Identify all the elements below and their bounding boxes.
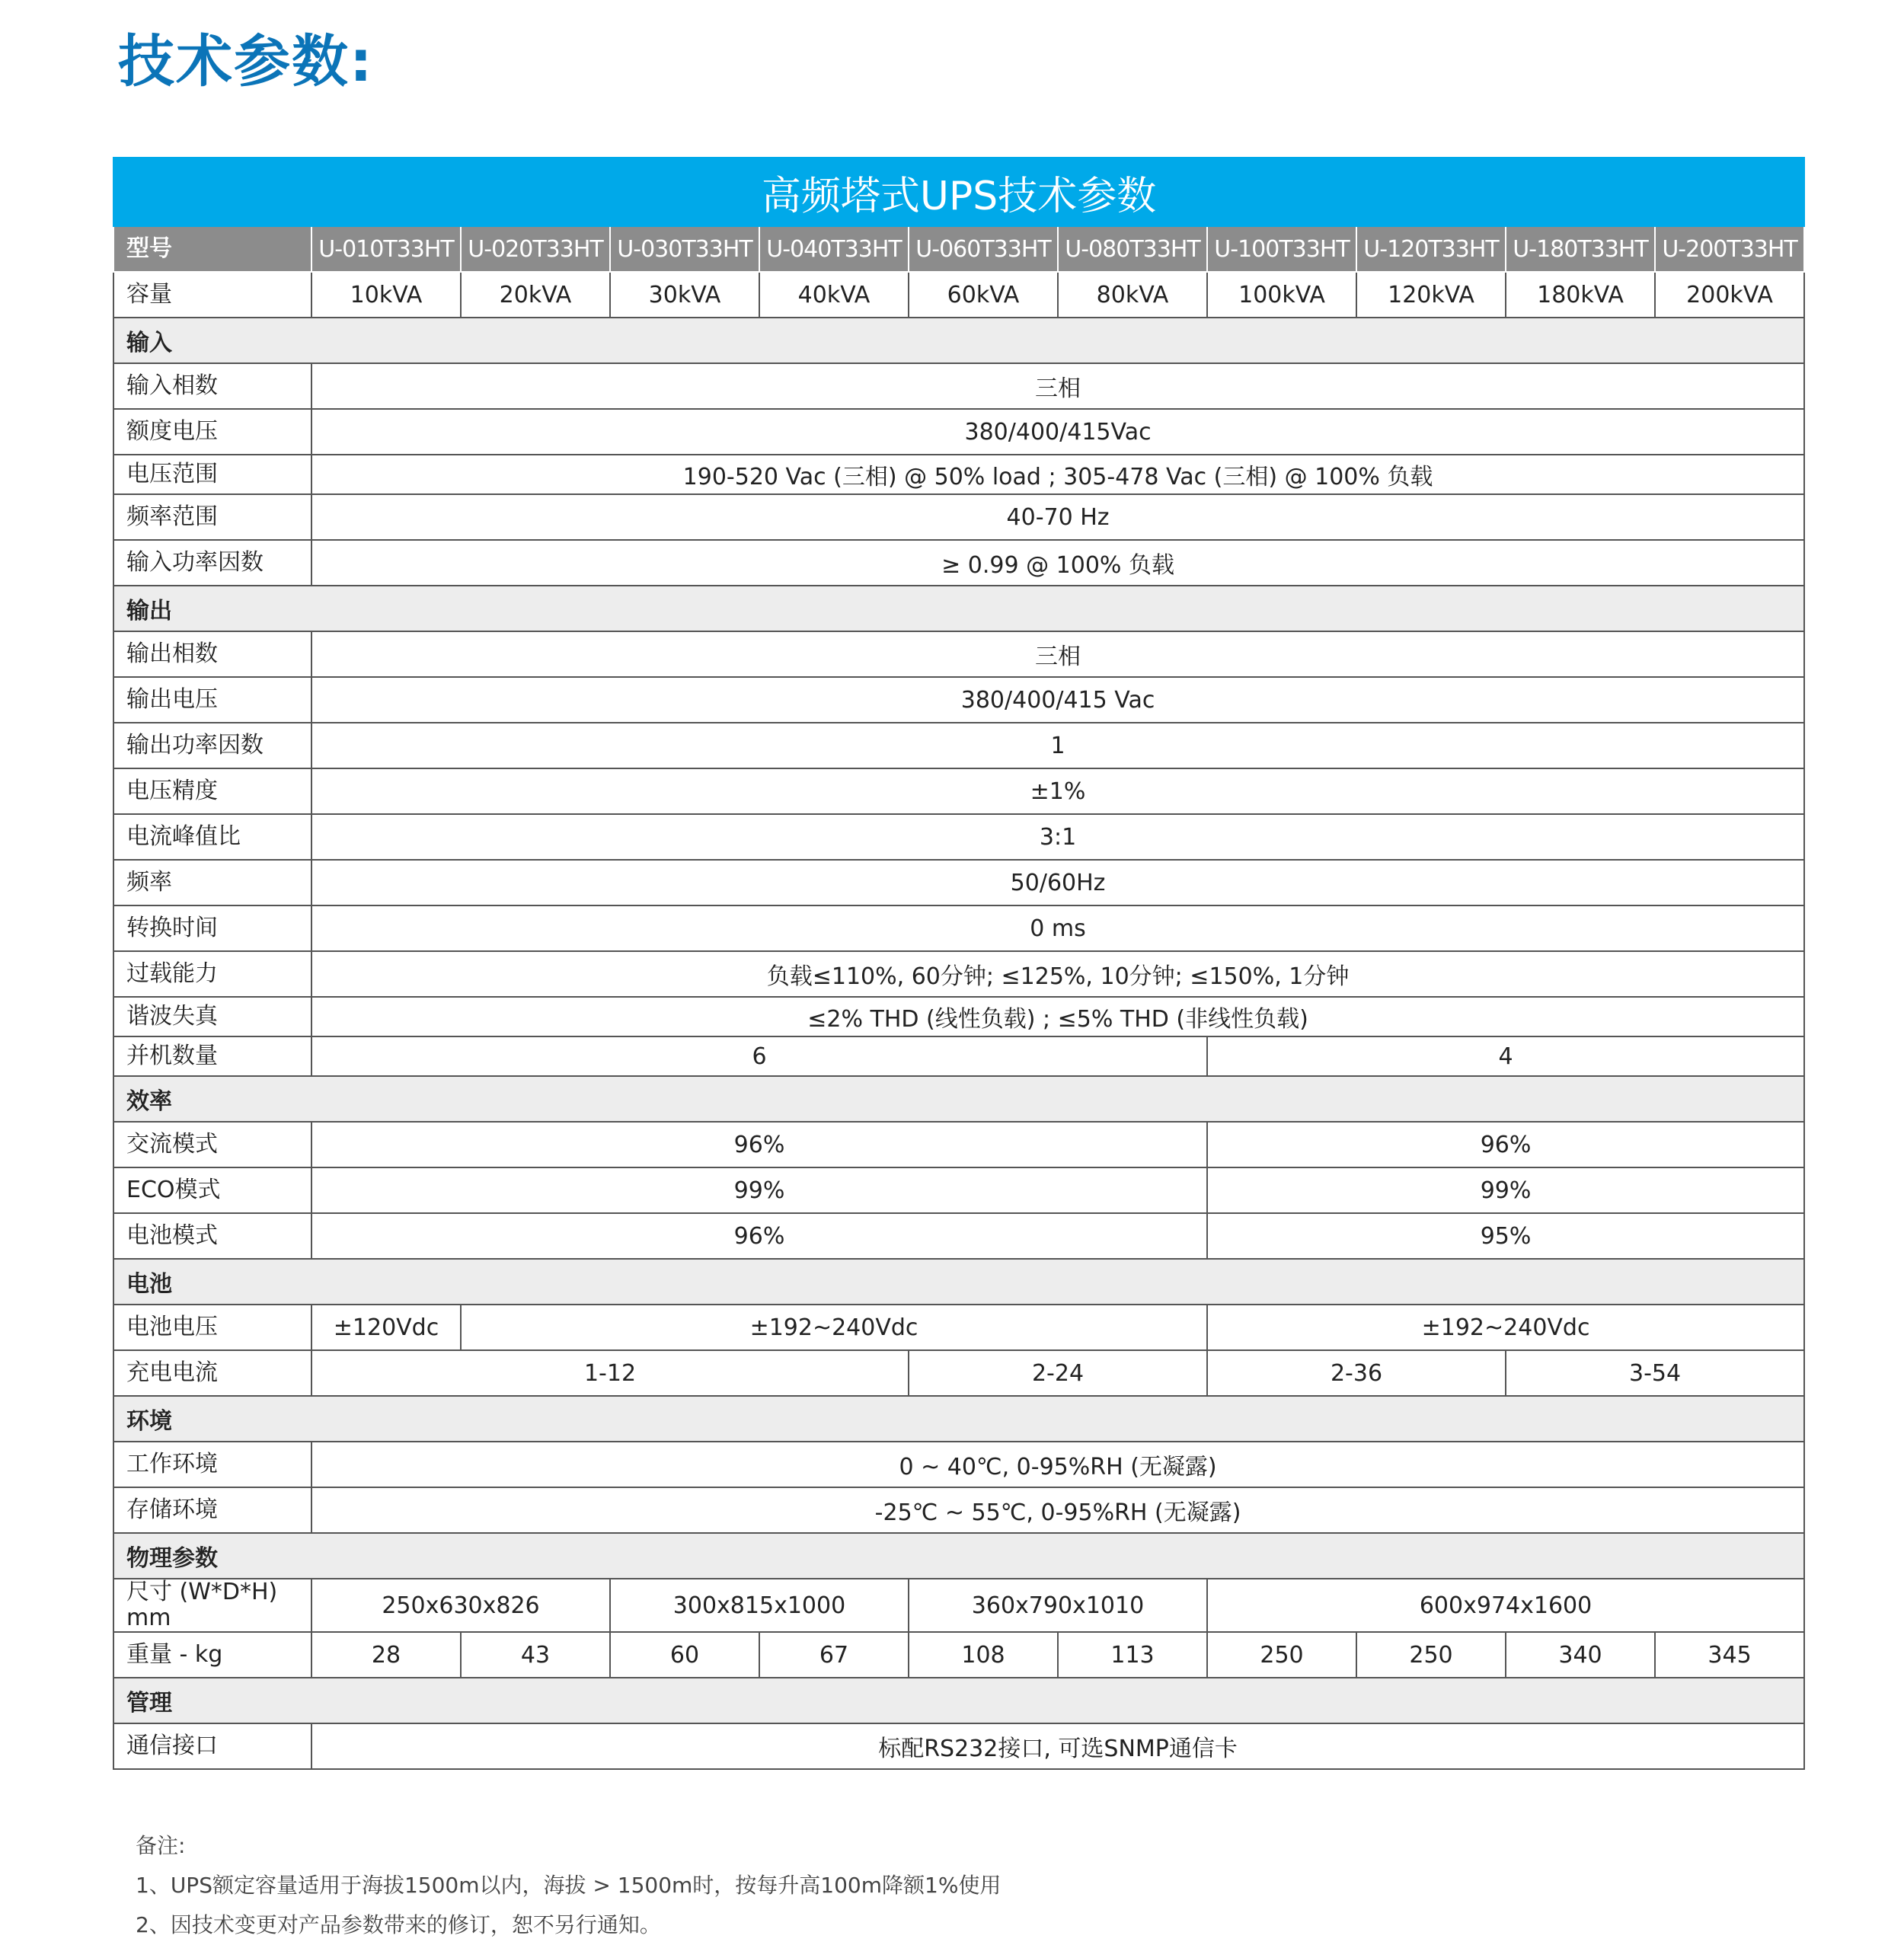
row-label: 输出相数: [113, 631, 311, 677]
row-label: 电池电压: [113, 1305, 311, 1350]
section-heading: 效率: [113, 1076, 1804, 1122]
notes: [136, 1826, 1001, 1945]
table-row: [113, 409, 1804, 455]
table-row: [113, 905, 1804, 951]
row-value: 3:1: [311, 814, 1804, 860]
capacity-row: [113, 272, 1804, 318]
table-row: [113, 951, 1804, 997]
row-value: 2-36: [1207, 1350, 1506, 1396]
row-value: 标配RS232接口, 可选SNMP通信卡: [311, 1723, 1804, 1769]
row-label: 输出功率因数: [113, 723, 311, 768]
weight-cell: 345: [1655, 1632, 1804, 1678]
row-label: 并机数量: [113, 1036, 311, 1076]
row-value: 2-24: [909, 1350, 1207, 1396]
weight-cell: 250: [1207, 1632, 1356, 1678]
section-environment: [113, 1396, 1804, 1442]
model-cell: U-040T33HT: [759, 226, 909, 272]
row-value: 4: [1207, 1036, 1804, 1076]
row-value: 99%: [1207, 1167, 1804, 1213]
row-label: 频率范围: [113, 494, 311, 540]
row-value: 三相: [311, 363, 1804, 409]
table-title: 高频塔式UPS技术参数: [113, 158, 1804, 226]
capacity-cell: 10kVA: [311, 272, 461, 318]
section-heading: 输出: [113, 586, 1804, 631]
capacity-cell: 200kVA: [1655, 272, 1804, 318]
row-label: 电流峰值比: [113, 814, 311, 860]
row-value: 190-520 Vac (三相) @ 50% load ; 305-478 Vac (三相) @ 100% 负载: [311, 455, 1804, 494]
row-value: ≥ 0.99 @ 100% 负载: [311, 540, 1804, 586]
section-heading: 电池: [113, 1259, 1804, 1305]
table-row: [113, 860, 1804, 905]
weight-cell: 250: [1356, 1632, 1506, 1678]
capacity-cell: 100kVA: [1207, 272, 1356, 318]
model-cell: U-060T33HT: [909, 226, 1058, 272]
row-label: 尺寸 (W*D*H) mm: [113, 1579, 311, 1632]
model-cell: U-080T33HT: [1058, 226, 1207, 272]
row-value: 0 ~ 40℃, 0-95%RH (无凝露): [311, 1442, 1804, 1487]
table-row: [113, 768, 1804, 814]
capacity-label: 容量: [113, 272, 311, 318]
table-row: [113, 1122, 1804, 1167]
row-value: ±192~240Vdc: [461, 1305, 1207, 1350]
row-label: 输入功率因数: [113, 540, 311, 586]
capacity-cell: 20kVA: [461, 272, 610, 318]
table-row: [113, 723, 1804, 768]
row-label: 电压范围: [113, 455, 311, 494]
row-label: ECO模式: [113, 1167, 311, 1213]
note-line: 1、UPS额定容量适用于海拔1500m以内，海拔 > 1500m时，按每升高100m降额1%使用: [136, 1873, 1002, 1898]
section-input: [113, 318, 1804, 363]
capacity-cell: 80kVA: [1058, 272, 1207, 318]
model-row: [113, 226, 1804, 272]
row-label: 输入相数: [113, 363, 311, 409]
row-value: 1-12: [311, 1350, 909, 1396]
table-row: [113, 1350, 1804, 1396]
row-label: 通信接口: [113, 1723, 311, 1769]
section-battery: [113, 1259, 1804, 1305]
row-label: 重量 - kg: [113, 1632, 311, 1678]
table-row: [113, 1632, 1804, 1678]
table-row: [113, 455, 1804, 494]
row-label: 交流模式: [113, 1122, 311, 1167]
row-label: 过载能力: [113, 951, 311, 997]
page-title: 技术参数:: [118, 29, 374, 94]
row-value: 600x974x1600: [1207, 1579, 1804, 1632]
row-value: 96%: [311, 1213, 1207, 1259]
row-value: 96%: [1207, 1122, 1804, 1167]
row-value: 99%: [311, 1167, 1207, 1213]
row-value: 380/400/415Vac: [311, 409, 1804, 455]
row-label: 谐波失真: [113, 997, 311, 1036]
row-label: 工作环境: [113, 1442, 311, 1487]
row-value: ±192~240Vdc: [1207, 1305, 1804, 1350]
row-value: 50/60Hz: [311, 860, 1804, 905]
spec-table: [113, 157, 1805, 1770]
section-physical: [113, 1533, 1804, 1579]
row-value: 1: [311, 723, 1804, 768]
section-heading: 物理参数: [113, 1533, 1804, 1579]
row-value: 95%: [1207, 1213, 1804, 1259]
table-row: [113, 540, 1804, 586]
section-output: [113, 586, 1804, 631]
row-label: 充电电流: [113, 1350, 311, 1396]
table-row: [113, 494, 1804, 540]
row-value: 360x790x1010: [909, 1579, 1207, 1632]
row-value: ≤2% THD (线性负载) ; ≤5% THD (非线性负载): [311, 997, 1804, 1036]
table-row: [113, 1579, 1804, 1632]
weight-cell: 60: [610, 1632, 759, 1678]
note-line: 2、因技术变更对产品参数带来的修订，恕不另行通知。: [136, 1912, 661, 1937]
table-row: [113, 677, 1804, 723]
notes-heading: 备注:: [136, 1833, 186, 1858]
model-cell: U-030T33HT: [610, 226, 759, 272]
table-row: [113, 1442, 1804, 1487]
table-row: [113, 997, 1804, 1036]
row-value: 0 ms: [311, 905, 1804, 951]
row-value: -25℃ ~ 55℃, 0-95%RH (无凝露): [311, 1487, 1804, 1533]
weight-cell: 28: [311, 1632, 461, 1678]
table-row: [113, 1167, 1804, 1213]
table-row: [113, 814, 1804, 860]
weight-cell: 43: [461, 1632, 610, 1678]
weight-cell: 340: [1506, 1632, 1655, 1678]
section-heading: 输入: [113, 318, 1804, 363]
table-row: [113, 1487, 1804, 1533]
row-label: 输出电压: [113, 677, 311, 723]
model-cell: U-120T33HT: [1356, 226, 1506, 272]
row-value: ±1%: [311, 768, 1804, 814]
row-label: 电池模式: [113, 1213, 311, 1259]
row-value: 三相: [311, 631, 1804, 677]
capacity-cell: 180kVA: [1506, 272, 1655, 318]
capacity-cell: 60kVA: [909, 272, 1058, 318]
model-cell: U-010T33HT: [311, 226, 461, 272]
row-label: 转换时间: [113, 905, 311, 951]
row-value: 负载≤110%, 60分钟; ≤125%, 10分钟; ≤150%, 1分钟: [311, 951, 1804, 997]
row-label: 额度电压: [113, 409, 311, 455]
weight-cell: 67: [759, 1632, 909, 1678]
model-cell: U-100T33HT: [1207, 226, 1356, 272]
model-label: 型号: [113, 226, 311, 272]
table-row: [113, 1036, 1804, 1076]
row-value: 40-70 Hz: [311, 494, 1804, 540]
capacity-cell: 30kVA: [610, 272, 759, 318]
table-row: [113, 1213, 1804, 1259]
section-heading: 环境: [113, 1396, 1804, 1442]
section-heading: 管理: [113, 1678, 1804, 1723]
capacity-cell: 40kVA: [759, 272, 909, 318]
table-row: [113, 363, 1804, 409]
model-cell: U-200T33HT: [1655, 226, 1804, 272]
row-value: 96%: [311, 1122, 1207, 1167]
capacity-cell: 120kVA: [1356, 272, 1506, 318]
table-title-row: [113, 158, 1804, 226]
table-row: [113, 1305, 1804, 1350]
row-value: 6: [311, 1036, 1207, 1076]
row-label: 频率: [113, 860, 311, 905]
row-value: ±120Vdc: [311, 1305, 461, 1350]
row-value: 300x815x1000: [610, 1579, 909, 1632]
model-cell: U-180T33HT: [1506, 226, 1655, 272]
table-row: [113, 631, 1804, 677]
model-cell: U-020T33HT: [461, 226, 610, 272]
row-value: 380/400/415 Vac: [311, 677, 1804, 723]
row-label: 存储环境: [113, 1487, 311, 1533]
table-row: [113, 1723, 1804, 1769]
section-efficiency: [113, 1076, 1804, 1122]
row-value: 3-54: [1506, 1350, 1804, 1396]
section-management: [113, 1678, 1804, 1723]
weight-cell: 108: [909, 1632, 1058, 1678]
row-value: 250x630x826: [311, 1579, 610, 1632]
row-label: 电压精度: [113, 768, 311, 814]
weight-cell: 113: [1058, 1632, 1207, 1678]
